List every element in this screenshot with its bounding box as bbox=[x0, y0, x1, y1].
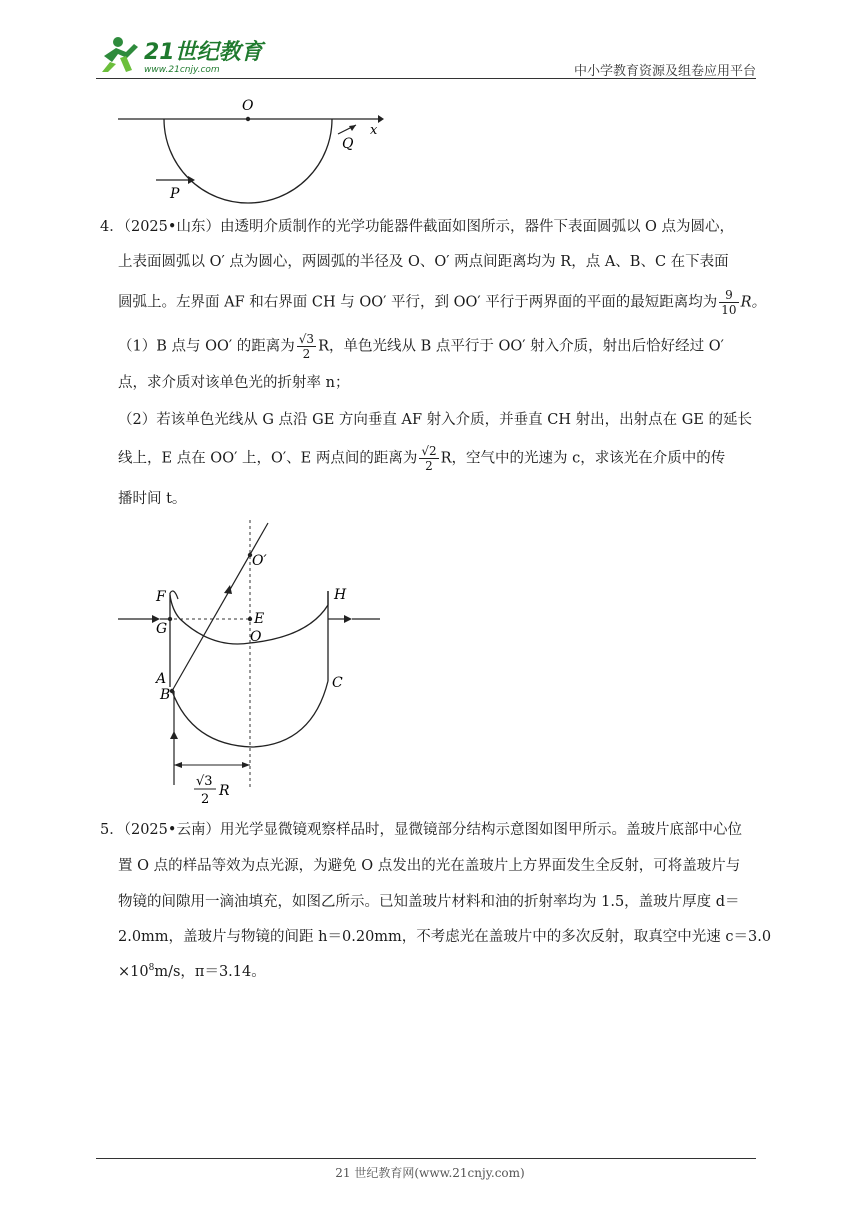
dim-r: R bbox=[219, 783, 230, 799]
f-corner bbox=[170, 591, 178, 599]
q4-line1: 4．（2025•山东）由透明介质制作的光学功能器件截面如图所示，器件下表面圆弧以 O 点为圆心， bbox=[100, 219, 735, 235]
ray-b-to-o-prime bbox=[172, 523, 268, 691]
q4-part1-line1: （1）B 点与 OO′ 的距离为 $\frac{√3}{2}$ R，单色光线从 B 点平行于 OO′ 射入介质，射出后恰好经过 O′ bbox=[118, 332, 724, 361]
q5-line1: 5．（2025•云南）用光学显微镜观察样品时，显微镜部分结构示意图如图甲所示。盖玻片底部中心位 bbox=[100, 822, 742, 838]
label-b: B bbox=[160, 687, 171, 703]
ray-b-arrow bbox=[224, 585, 232, 594]
label-x: x bbox=[370, 123, 378, 138]
label-o: O bbox=[250, 629, 262, 645]
q5-line4: 2.0mm，盖玻片与物镜的间距 h＝0.20mm，不考虑光在盖玻片中的多次反射，取真空中光速 c＝3.0 bbox=[118, 929, 772, 945]
header-divider bbox=[96, 78, 756, 79]
point-b bbox=[170, 689, 174, 693]
q4-part2-line1: （2）若该单色光线从 G 点沿 GE 方向垂直 AF 射入介质，并垂直 CH 射出，出射点在 GE 的延长 bbox=[118, 412, 753, 428]
optical-device-figure bbox=[112, 515, 392, 805]
fraction-sqrt3-2: $\frac{√3}{2}$ bbox=[298, 332, 315, 361]
svg-text:21世纪教育: 21世纪教育 bbox=[144, 40, 263, 65]
q4-line3: 圆弧上。左界面 AF 和右界面 CH 与 OO′ 平行，到 OO′ 平行于两界面的平面的最短距离均为 $\frac{9}{10}$ R。 bbox=[118, 288, 766, 317]
outgoing-ray-h-arrow bbox=[344, 615, 352, 623]
label-a: A bbox=[156, 671, 167, 687]
q4-part2-line3: 播时间 t。 bbox=[118, 491, 187, 507]
x-axis-arrow bbox=[378, 115, 384, 123]
center-point-o bbox=[246, 117, 250, 121]
label-o-prime: O′ bbox=[252, 553, 267, 569]
label-c: C bbox=[332, 675, 343, 691]
label-f: F bbox=[156, 589, 166, 605]
q5-line2: 置 O 点的样品等效为点光源，为避免 O 点发出的光在盖玻片上方界面发生全反射，可将盖玻片与 bbox=[118, 858, 741, 874]
q5-line3: 物镜的间隙用一滴油填充，如图乙所示。已知盖玻片材料和油的折射率均为 1.5，盖玻片厚度 d＝ bbox=[118, 894, 740, 910]
label-e: E bbox=[254, 611, 265, 627]
semicircle-figure bbox=[116, 92, 386, 208]
label-o: O bbox=[242, 98, 254, 114]
fraction-9-10: $\frac{9}{10}$ bbox=[721, 288, 737, 317]
platform-name: 中小学教育资源及组卷应用平台 bbox=[573, 64, 756, 79]
label-q: Q bbox=[342, 136, 354, 152]
site-logo bbox=[96, 34, 266, 76]
point-g bbox=[168, 617, 172, 621]
dim-sqrt3: √3 bbox=[196, 774, 213, 789]
label-g: G bbox=[156, 621, 168, 637]
vertical-ray-arrow bbox=[170, 731, 178, 739]
q4-part2-line2: 线上，E 点在 OO′ 上，O′、E 两点间的距离为 $\frac{√2}{2}$ R，空气中的光速为 c，求该光在介质中的传 bbox=[118, 444, 726, 473]
q4-part1-line2: 点，求介质对该单色光的折射率 n； bbox=[118, 375, 350, 391]
label-p: P bbox=[170, 186, 180, 202]
page-header bbox=[96, 30, 756, 80]
dim-two: 2 bbox=[201, 792, 210, 805]
svg-text:www.21cnjy.com: www.21cnjy.com bbox=[144, 65, 220, 75]
label-h: H bbox=[334, 587, 347, 603]
q5-line5: $\times 10^8m/s$，π＝3.14。 bbox=[118, 963, 266, 980]
runner-icon bbox=[102, 37, 138, 72]
footer-text: 21 世纪教育网(www.21cnjy.com) bbox=[335, 1166, 525, 1180]
q4-line2: 上表面圆弧以 O′ 点为圆心，两圆弧的半径及 O、O′ 两点间距离均为 R，点 A、B、C 在下表面 bbox=[118, 254, 729, 270]
semicircle-arc bbox=[164, 119, 332, 203]
fraction-sqrt2-2: $\frac{√2}{2}$ bbox=[421, 444, 437, 473]
point-e bbox=[248, 617, 252, 621]
footer-divider bbox=[96, 1158, 756, 1159]
